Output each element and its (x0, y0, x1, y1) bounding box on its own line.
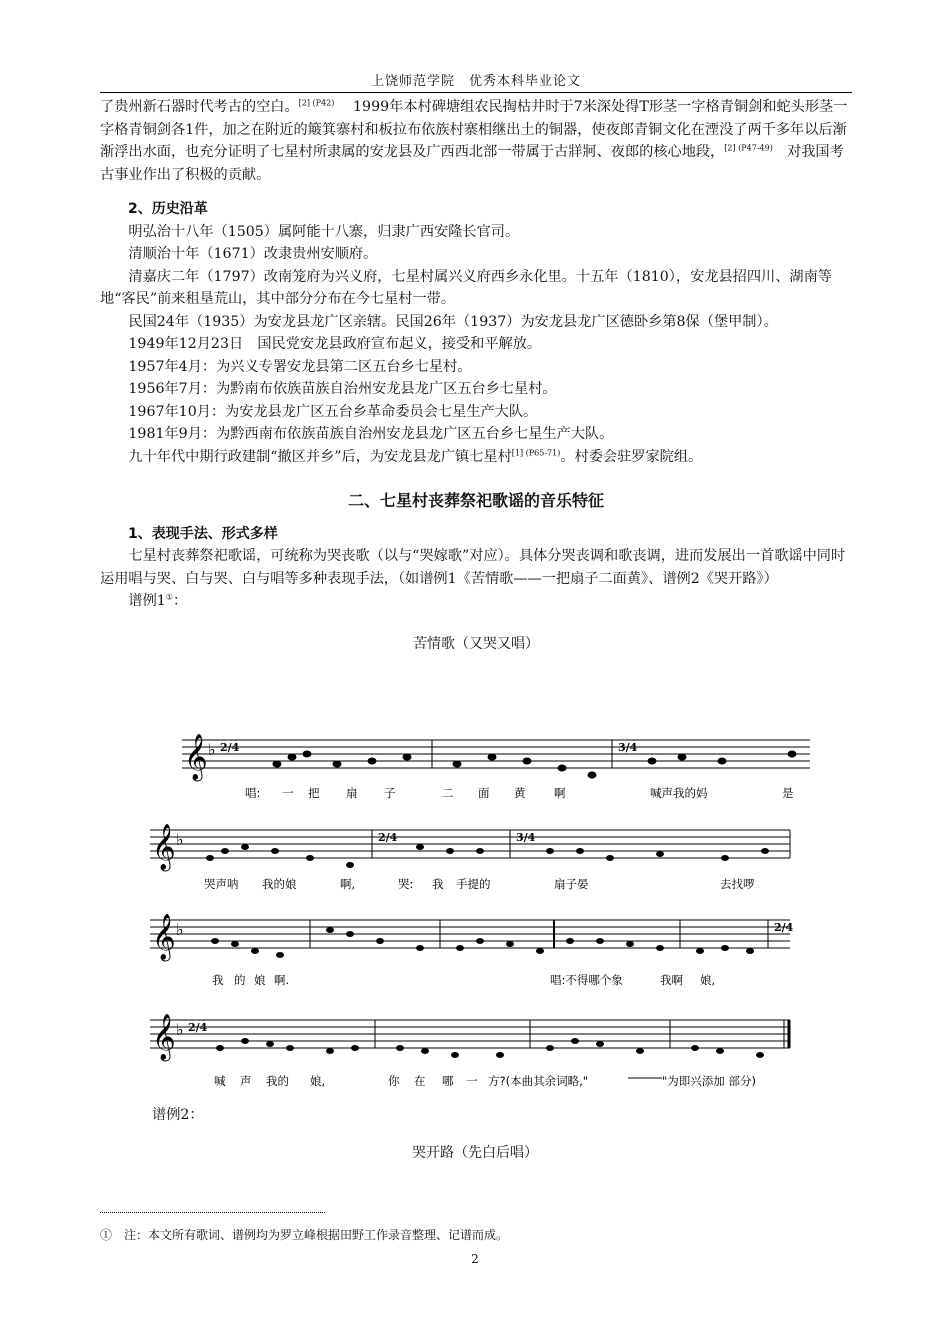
history-item: 清顺治十年（1671）改隶贵州安顺府。 (128, 246, 378, 262)
svg-text:一: 一 (466, 1074, 478, 1088)
staff-system-1 (182, 734, 810, 782)
svg-text:扇子晏: 扇子晏 (554, 877, 589, 891)
lyrics-line-3 (212, 973, 715, 987)
history-item-last: 九十年代中期行政建制“撤区并乡”后，为安龙县龙广镇七星村$^{[1] (P65-71)}$。村委会驻罗家院组。 (128, 447, 703, 465)
svg-text:娘: 娘 (254, 973, 266, 987)
example2-label: 谱例2： (152, 1107, 204, 1123)
footnote-mark: ① (165, 592, 173, 602)
treble-clef-icon: 𝄞 (152, 1014, 176, 1060)
svg-text:哭:: 哭: (398, 877, 414, 891)
lyrics-line-2 (204, 877, 755, 891)
svg-text:一: 一 (282, 786, 294, 800)
svg-text:我: 我 (212, 973, 224, 987)
svg-text:二: 二 (442, 786, 454, 800)
treble-clef-icon: 𝄞 (184, 734, 208, 780)
history-item: 1949年12月23日 国民党安龙县政府宣布起义，接受和平解放。 (128, 336, 542, 352)
history-list (100, 221, 852, 469)
svg-text:我啊: 我啊 (660, 973, 683, 987)
section-heading-expression: 1、表现手法、形式多样 (128, 525, 278, 542)
svg-text:是: 是 (782, 786, 794, 800)
history-item: 1956年7月：为黔南布依族苗族自治州安龙县龙广区五台乡七星村。 (128, 381, 557, 397)
svg-text:去找啰: 去找啰 (720, 877, 755, 891)
svg-text:扇: 扇 (346, 786, 358, 800)
staff-system-4 (150, 1014, 790, 1062)
footnote: ① 注：本文所有歌词、谱例均为罗立峰根据田野工作录音整理、记谱而成。 (100, 1228, 509, 1242)
svg-text:喊声我的妈: 喊声我的妈 (650, 786, 708, 800)
svg-text:娘,: 娘, (700, 973, 716, 987)
example1-label: 谱例1①： (128, 592, 188, 609)
svg-text:喊: 喊 (214, 1074, 226, 1088)
svg-text:唱:不得哪个象: 唱:不得哪个象 (550, 973, 623, 987)
history-item: 明弘治十八年（1505）属阿能十八寨，归隶广西安隆长官司。 (128, 223, 520, 240)
citation: [1] (P65-71) (511, 447, 561, 457)
footnote-divider (100, 1212, 325, 1213)
flat-key-signature-icon: ♭ (208, 740, 216, 759)
svg-text:把: 把 (308, 786, 320, 800)
svg-text:我: 我 (432, 877, 444, 891)
svg-text:方?(本曲其余词略,": 方?(本曲其余词略," (488, 1074, 589, 1088)
header-title: 上饶师范学院 优秀本科毕业论文 (370, 74, 581, 89)
time-signature: 2/4 (188, 1021, 208, 1034)
history-item: 清嘉庆二年（1797）改南笼府为兴义府，七星村属兴义府西乡永化里。十五年（1810），安龙县招四川、湖南等地“客民”前来租垦荒山，其中部分分布在今七星村一带。 (100, 268, 832, 307)
time-signature: 3/4 (516, 831, 536, 844)
paragraph-expression: 七星村丧葬祭祀歌谣，可统称为哭丧歌（以与“哭嫁歌”对应）。具体分哭丧调和歌丧调，进而发展出一首歌谣中同时运用唱与哭、白与哭、白与唱等多种表现手法，（如谱例1《苦情歌——一把扇子二面黄》、谱例2《哭开路》） (100, 548, 846, 587)
flat-key-signature-icon: ♭ (176, 920, 184, 939)
notes (211, 927, 754, 958)
svg-text:手提的: 手提的 (456, 877, 491, 891)
treble-clef-icon: 𝄞 (152, 914, 176, 960)
svg-text:面: 面 (478, 786, 490, 800)
history-item: 1967年10月：为安龙县龙广区五台乡革命委员会七星生产大队。 (128, 403, 538, 420)
time-signature: 2/4 (220, 741, 240, 754)
svg-text:黄: 黄 (514, 786, 526, 800)
svg-text:子: 子 (384, 786, 396, 800)
svg-text:啊: 啊 (554, 786, 566, 800)
lyrics-line-1 (245, 786, 794, 800)
svg-text:"为即兴添加 部分): "为即兴添加 部分) (662, 1074, 756, 1088)
page-number: 2 (471, 1252, 479, 1266)
notes (273, 751, 796, 778)
svg-text:娘,: 娘, (310, 1074, 326, 1088)
citation: [2] (P47-49) (724, 143, 773, 153)
staff-system-2 (150, 824, 790, 872)
history-item: 1957年4月：为兴义专署安龙县第二区五台乡七星村。 (128, 358, 472, 375)
svg-text:声: 声 (240, 1074, 252, 1088)
svg-text:我的: 我的 (266, 1074, 289, 1088)
time-signature: 2/4 (774, 921, 794, 934)
svg-text:啊,: 啊, (340, 877, 356, 891)
svg-text:在: 在 (414, 1074, 426, 1088)
section-heading-history: 2、历史沿革 (128, 201, 208, 217)
chapter-heading: 二、七星村丧葬祭祀歌谣的音乐特征 (347, 491, 604, 510)
example2-title: 哭开路（先白后唱） (412, 1145, 538, 1161)
page-body (100, 96, 852, 655)
citation: [2] (P42) (298, 98, 335, 108)
svg-text:啊.: 啊. (274, 973, 290, 987)
svg-text:的: 的 (234, 973, 246, 987)
notes (206, 844, 769, 868)
history-item: 民国24年（1935）为安龙县龙广区亲辖。民国26年（1937）为安龙县龙广区德卧乡第8保（堡甲制）。 (128, 313, 778, 330)
svg-text:唱:: 唱: (245, 786, 261, 800)
history-item: 1981年9月：为黔西南布依族苗族自治州安龙县龙广区五台乡七星生产大队。 (128, 426, 614, 442)
paragraph-archaeology: 了贵州新石器时代考古的空白。$^{[2] (P42)}$ 1999年本村碑塘组农民掏枯井时于7米深处得T形茎一字格青铜剑和蛇头形茎一字格青铜剑各1件，加之在附近的簸箕寨村和板拉布依族村寨相继出土的铜器，使夜郎青铜文化在湮没了两千多年以后渐渐浮出水面，也充分证明了七星村所隶属的安龙县及广西西北部一带属于古牂牁、夜郎的核心地段，$^{[2] (P47-49)}$ 对我国考古事业作出了积极的贡献。 (100, 98, 848, 183)
svg-text:哭声呐: 哭声呐 (204, 877, 239, 891)
flat-key-signature-icon: ♭ (176, 830, 184, 849)
time-signature: 3/4 (618, 741, 638, 754)
treble-clef-icon: 𝄞 (152, 824, 176, 870)
staff-system-3 (150, 914, 794, 962)
music-score-example1 (150, 720, 810, 1110)
time-signature: 2/4 (378, 831, 398, 844)
svg-text:你: 你 (388, 1074, 400, 1088)
lyrics-line-4 (214, 1074, 756, 1088)
flat-key-signature-icon: ♭ (176, 1020, 184, 1039)
running-header (100, 70, 852, 93)
svg-text:哪: 哪 (442, 1074, 454, 1088)
example1-title: 苦情歌（又哭又唱） (413, 635, 539, 652)
svg-text:我的娘: 我的娘 (262, 877, 297, 891)
